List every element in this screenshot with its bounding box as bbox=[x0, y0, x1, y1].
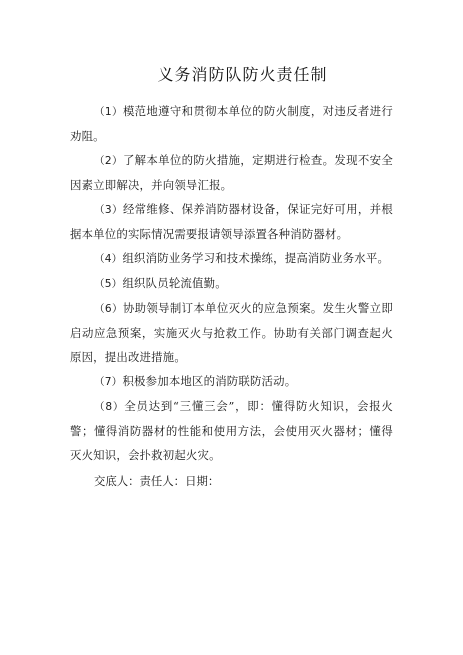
document-title: 义务消防队防火责任制 bbox=[157, 65, 328, 84]
list-item bbox=[70, 271, 393, 296]
item-text: 全员达到“三懂三会”，即：懂得防火知识，会报火警；懂得消防器材的性能和使用方法，会使用灭火器材；懂得灭火知识，会扑救初起火灾。 bbox=[70, 399, 394, 462]
item-text: 经常维修、保养消防器材设备，保证完好可用，并根据本单位的实际情况需要报请领导添置各种消防器材。 bbox=[70, 202, 393, 241]
item-text: 组织队员轮流值勤。 bbox=[122, 276, 227, 290]
signoff-line: 交底人：责任人：日期： bbox=[93, 474, 220, 488]
list-item bbox=[70, 246, 393, 271]
item-text: 积极参加本地区的消防联防活动。 bbox=[122, 374, 297, 388]
item-number: （7） bbox=[93, 376, 123, 388]
list-item bbox=[70, 296, 393, 369]
item-number: （4） bbox=[93, 253, 123, 265]
item-number: （6） bbox=[93, 303, 123, 315]
list-item bbox=[70, 394, 393, 467]
list-item bbox=[70, 369, 393, 394]
item-text: 协助领导制订本单位灭火的应急预案。发生火警立即启动应急预案，实施灭火与抢救工作。协助有关部门调查起火原因，提出改进措施。 bbox=[70, 301, 393, 364]
item-number: （3） bbox=[93, 204, 123, 216]
list-item bbox=[70, 197, 393, 246]
item-text: 模范地遵守和贯彻本单位的防火制度，对违反者进行劝阻。 bbox=[70, 104, 393, 143]
item-number: （5） bbox=[93, 278, 123, 290]
item-text: 了解本单位的防火措施，定期进行检查。发现不安全因素立即解决，并向领导汇报。 bbox=[70, 153, 393, 192]
list-item bbox=[70, 99, 393, 148]
list-item bbox=[70, 148, 393, 197]
item-text: 组织消防业务学习和技术操练，提高消防业务水平。 bbox=[122, 251, 390, 265]
item-number: （2） bbox=[93, 155, 123, 167]
item-number: （1） bbox=[93, 106, 123, 118]
item-number: （8） bbox=[93, 401, 125, 413]
